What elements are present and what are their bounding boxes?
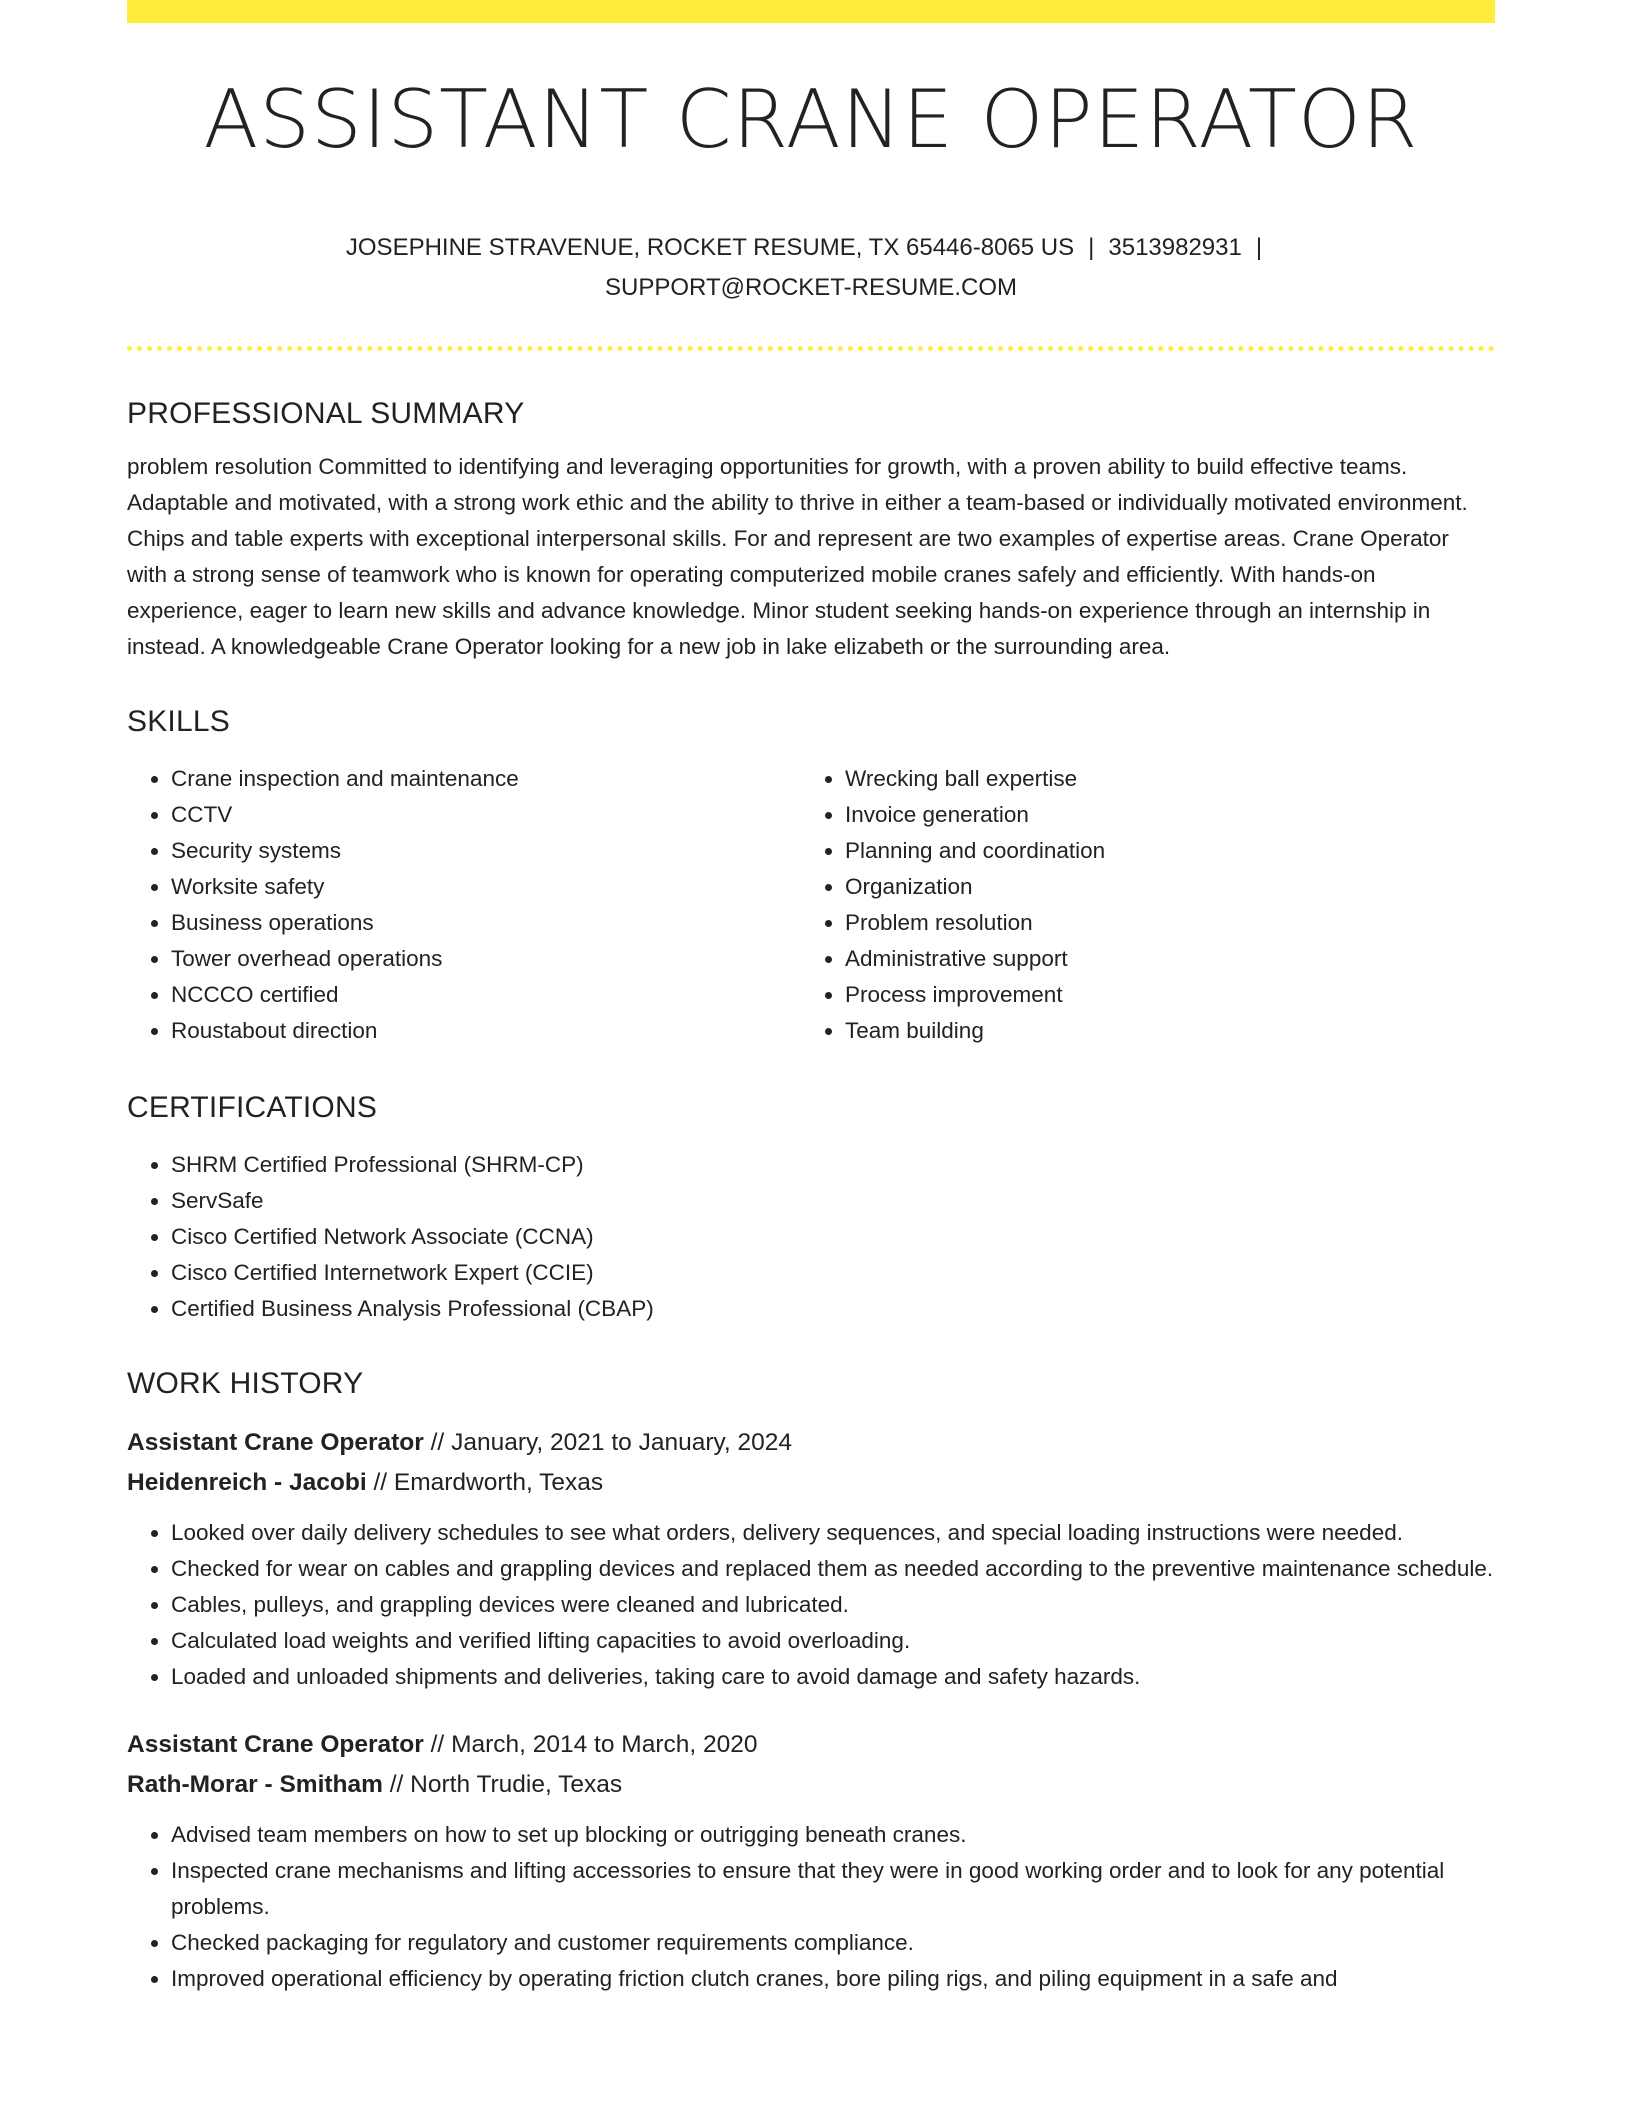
skill-item: • Worksite safety xyxy=(171,869,801,905)
location-separator: // xyxy=(373,1469,388,1496)
skill-item: • Wrecking ball expertise xyxy=(845,761,1475,797)
job-company: Heidenreich - Jacobi xyxy=(127,1469,367,1496)
job-duty: • Inspected crane mechanisms and lifting accessories to ensure that they were in good working order and to look for any potential problems. xyxy=(171,1853,1495,1925)
certification-item: • Certified Business Analysis Professional (CBAP) xyxy=(171,1291,1495,1327)
job-company: Rath-Morar - Smitham xyxy=(127,1771,383,1798)
work-history-heading: WORK HISTORY xyxy=(127,1367,364,1400)
resume-page xyxy=(127,0,1495,1997)
contact-line-2 xyxy=(127,268,1495,308)
job-duties-list xyxy=(127,1515,1495,1695)
skill-item: • NCCCO certified xyxy=(171,977,801,1013)
top-accent-bar xyxy=(127,0,1495,23)
skills-list-left xyxy=(127,761,801,1049)
date-separator: // xyxy=(430,1731,445,1758)
job-company-line xyxy=(127,1765,1495,1805)
skill-item: • Tower overhead operations xyxy=(171,941,801,977)
skill-item: • Business operations xyxy=(171,905,801,941)
job-dates: March, 2014 to March, 2020 xyxy=(451,1731,758,1758)
contact-address: JOSEPHINE STRAVENUE, ROCKET RESUME, TX 65446-8065 US xyxy=(345,234,1075,261)
skill-item: • CCTV xyxy=(171,797,801,833)
resume-title: ASSISTANT CRANE OPERATOR xyxy=(203,73,1419,166)
job-duty: • Cables, pulleys, and grappling devices were cleaned and lubricated. xyxy=(171,1587,1495,1623)
skills-column-left xyxy=(127,761,801,1049)
job-duty: • Improved operational efficiency by operating friction clutch cranes, bore piling rigs, and piling equipment in a safe and xyxy=(171,1961,1495,1997)
dotted-divider xyxy=(127,346,1495,351)
certifications-list xyxy=(127,1147,1495,1327)
contact-info xyxy=(127,228,1495,308)
skill-item: • Crane inspection and maintenance xyxy=(171,761,801,797)
job-duty: • Advised team members on how to set up blocking or outrigging beneath cranes. xyxy=(171,1817,1495,1853)
contact-email[interactable]: SUPPORT@ROCKET-RESUME.COM xyxy=(605,274,1017,301)
certification-item: • ServSafe xyxy=(171,1183,1495,1219)
job-duty: • Looked over daily delivery schedules to see what orders, delivery sequences, and special loading instructions were needed. xyxy=(171,1515,1495,1551)
job-title: Assistant Crane Operator xyxy=(127,1731,424,1758)
job-duty: • Calculated load weights and verified lifting capacities to avoid overloading. xyxy=(171,1623,1495,1659)
summary-text: problem resolution Committed to identifying and leveraging opportunities for growth, with a proven ability to build effective teams. Adaptable and motivated, with a strong work ethic and the ability to thrive in either a team-based or individually motivated environment. Chips and table experts with exceptional interpersonal skills. For and represent are two examples of expertise areas. Crane Operator with a strong sense of teamwork who is known for operating computerized mobile cranes safely and efficiently. With hands-on experience, eager to learn new skills and advance knowledge. Minor student seeking hands-on experience through an internship in instead. A knowledgeable Crane Operator looking for a new job in lake elizabeth or the surrounding area. xyxy=(127,454,1468,659)
contact-separator: | xyxy=(1255,234,1263,261)
job-duty: • Checked packaging for regulatory and customer requirements compliance. xyxy=(171,1925,1495,1961)
certifications-heading: CERTIFICATIONS xyxy=(127,1091,378,1124)
contact-line-1 xyxy=(127,228,1495,268)
job-duty: • Checked for wear on cables and grappling devices and replaced them as needed according to the preventive maintenance schedule. xyxy=(171,1551,1495,1587)
skills-columns xyxy=(127,761,1495,1049)
job-entry xyxy=(127,1423,1495,1695)
skill-item: • Organization xyxy=(845,869,1475,905)
skill-item: • Invoice generation xyxy=(845,797,1475,833)
job-company-line xyxy=(127,1463,1495,1503)
job-title-line xyxy=(127,1725,1495,1765)
skill-item: • Process improvement xyxy=(845,977,1475,1013)
contact-separator: | xyxy=(1088,234,1095,261)
job-duty: • Loaded and unloaded shipments and deliveries, taking care to avoid damage and safety hazards. xyxy=(171,1659,1495,1695)
skill-item: • Problem resolution xyxy=(845,905,1475,941)
contact-phone[interactable]: 3513982931 xyxy=(1108,234,1242,261)
skill-item: • Security systems xyxy=(171,833,801,869)
job-title: Assistant Crane Operator xyxy=(127,1429,424,1456)
certification-item: • Cisco Certified Internetwork Expert (CCIE) xyxy=(171,1255,1495,1291)
skill-item: • Planning and coordination xyxy=(845,833,1475,869)
job-location: North Trudie, Texas xyxy=(410,1771,623,1798)
skill-item: • Team building xyxy=(845,1013,1475,1049)
certification-item: • Cisco Certified Network Associate (CCNA) xyxy=(171,1219,1495,1255)
summary-heading: PROFESSIONAL SUMMARY xyxy=(127,397,525,430)
date-separator: // xyxy=(430,1429,445,1456)
skill-item: • Roustabout direction xyxy=(171,1013,801,1049)
job-dates: January, 2021 to January, 2024 xyxy=(451,1429,793,1456)
skills-heading: SKILLS xyxy=(127,705,230,738)
location-separator: // xyxy=(389,1771,404,1798)
job-entry xyxy=(127,1725,1495,1997)
skills-list-right xyxy=(801,761,1475,1049)
certification-item: • SHRM Certified Professional (SHRM-CP) xyxy=(171,1147,1495,1183)
job-duties-list xyxy=(127,1817,1495,1997)
job-location: Emardworth, Texas xyxy=(393,1469,604,1496)
skills-column-right xyxy=(801,761,1475,1049)
skill-item: • Administrative support xyxy=(845,941,1475,977)
job-title-line xyxy=(127,1423,1495,1463)
